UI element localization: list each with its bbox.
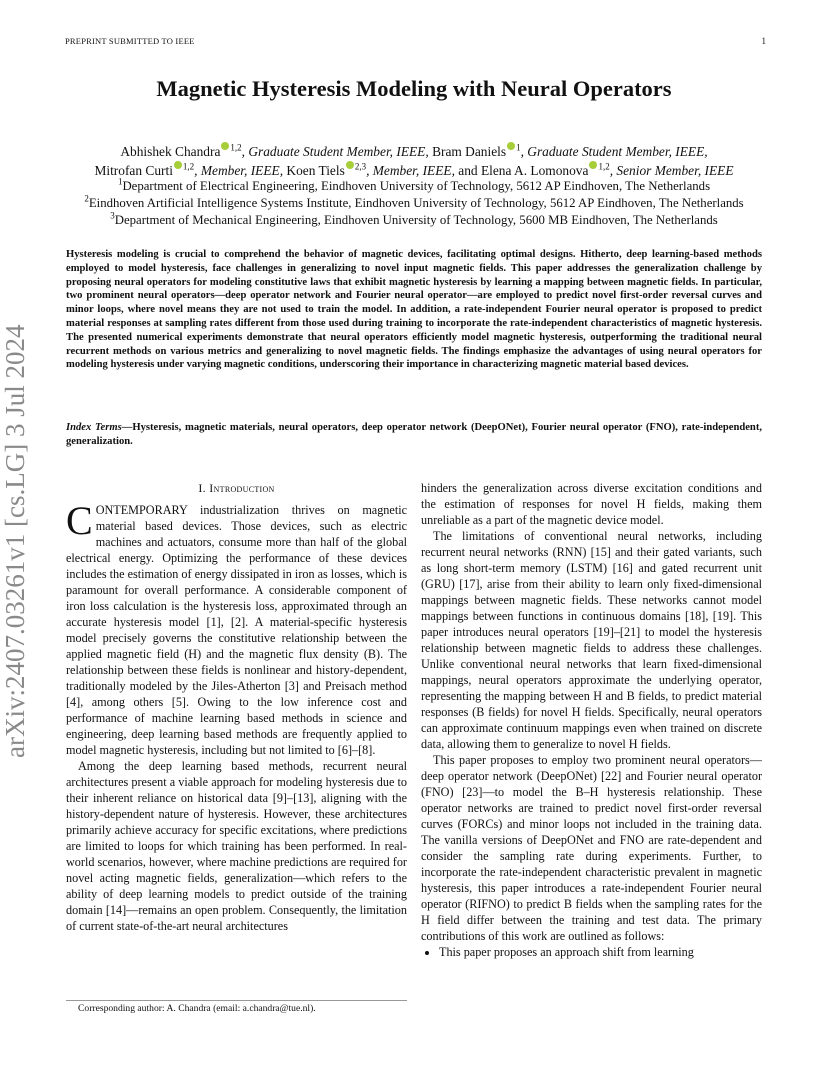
author-list: Abhishek Chandra $^{1,2}$, Graduate Student Member, IEEE, Bram Daniels $^1$, Graduate Student Member, IEEE, Mitrofan Curti $^{1,2}$, Member, IEEE, Koen Tiels $^{2,3}$, Member, IEEE, and Elena A. Lomonova $^{1,2}$, Senior Member, IEEE — [94, 142, 734, 178]
arxiv-id: arXiv:2407.03261v1 [cs.LG] 3 Jul 2024 — [0, 324, 30, 758]
orcid-icon[interactable] — [589, 161, 597, 169]
author-name: Bram Daniels — [428, 144, 507, 159]
page-number: 1 — [761, 36, 766, 46]
arxiv-stamp — [0, 0, 60, 758]
affiliation-2: $^2$Eindhoven Artificial Intelligence Systems Institute, Eindhoven University of Technology, 5612 AP Eindhoven, The Netherlands — [84, 193, 744, 210]
orcid-icon[interactable] — [174, 161, 182, 169]
index-terms: Index Terms—Hysteresis, magnetic materials, neural operators, deep operator network (DeepONet), Fourier neural operator (FNO), rate-independent, generalization. — [66, 422, 762, 447]
orcid-icon[interactable] — [346, 161, 354, 169]
drop-cap: C — [66, 498, 93, 543]
author-name: Abhishek Chandra — [120, 144, 221, 159]
affiliation-1: $^1$Department of Electrical Engineering, Eindhoven University of Technology, 5612 AP Eindhoven, The Netherlands — [117, 176, 711, 193]
orcid-icon[interactable] — [507, 142, 515, 150]
paper-title: Magnetic Hysteresis Modeling with Neural Operators — [156, 76, 672, 101]
contribution-list — [421, 944, 762, 960]
author-name: and Elena A. Lomonova — [454, 163, 589, 178]
intro-paragraph-2-continued: hinders the generalization across diverse excitation conditions and the estimation of responses for novel H fields, making them unreliable as a part of the magnetic device model. — [421, 481, 762, 527]
section-heading: I. Introduction — [198, 481, 275, 495]
left-column — [66, 480, 407, 934]
intro-paragraph-1: CONTEMPORARY industrialization thrives on magnetic material based devices. Those devices, such as electric machines and actuators, consume more than half of the global electrical energy. Optimizing the performance of these devices includes the estimation of energy dissipated in iron as losses, which is paramount for overall performance. A considerable component of iron loss calculation is the hysteresis loss, approximated through an accurate hysteresis model [1], [2]. A material-specific hysteresis model precisely governs the constitutive relationship between the applied magnetic field (H) and the magnetic flux density (B). The relationship between these fields is nonlinear and history-dependent, traditionally modeled by the Jiles-Atherton [3] and Preisach method [4], among others [5]. Owing to the low inference cost and performance of machine learning based methods in science and engineering, deep learning based methods are frequently applied to model magnetic hysteresis, including but not limited to [6]–[8]. — [66, 498, 407, 757]
author-name: Mitrofan Curti — [94, 163, 173, 178]
author-name: Koen Tiels — [283, 163, 345, 178]
intro-paragraph-3: The limitations of conventional neural networks, including recurrent neural networks (RNN) [15] and their gated variants, such as long short-term memory (LSTM) [16] and gated recurrent unit (GRU) [17], arise from their ability to learn only fixed-dimensional mappings between magnetic fields. These networks cannot model mappings between functions in continuous domains [18], [19]. This paper introduces neural operators [19]–[21] to model the hysteresis relationship between magnetic fields to address these challenges. Unlike conventional neural networks that learn fixed-dimensional mappings, neural operators approximate the underlying operator, representing the mapping between H and B fields, to predict material responses (B fields) for novel H fields. Specifically, neural operators can approximate continuum mappings even when trained on discrete data, allowing them to generalize to novel H fields. — [421, 529, 762, 751]
list-item: • This paper proposes an approach shift from learning — [439, 944, 762, 960]
footnote — [66, 1000, 407, 1014]
affiliations — [40, 178, 788, 229]
abstract: Hysteresis modeling is crucial to comprehend the behavior of magnetic devices, facilitating optimal designs. Hitherto, deep learning-based methods employed to model hysteresis, face challenges in generalizing to novel input magnetic fields. This paper addresses the generalization challenge by proposing neural operators for modeling constitutive laws that exhibit magnetic hysteresis by learning a mapping between magnetic fields. In particular, two prominent neural operators—deep operator network and Fourier neural operator—are employed to predict novel first-order reversal curves and minor loops, where novel means they are not used to train the model. In addition, a rate-independent Fourier neural operator is proposed to predict material responses at sampling rates different from those used during training to incorporate the rate-independent characteristics of magnetic hysteresis. The presented numerical experiments demonstrate that neural operators efficiently model magnetic hysteresis, outperforming the traditional neural recurrent methods on various metrics and generalizing to novel magnetic fields. The findings emphasize the advantages of using neural operators for modeling hysteresis under varying magnetic conditions, underscoring their importance in characterizing magnetic material based devices. — [66, 249, 762, 371]
corresponding-author-note: Corresponding author: A. Chandra (email: a.chandra@tue.nl). — [78, 1003, 316, 1014]
affiliation-3: $^3$Department of Mechanical Engineering, Eindhoven University of Technology, 5600 MB Eindhoven, The Netherlands — [110, 210, 718, 227]
intro-paragraph-4: This paper proposes to employ two prominent neural operators—deep operator network (DeepONet) [22] and Fourier neural operator (FNO) [23]—to model the B–H hysteresis relationship. These operator networks are trained to predict novel first-order reversal curves (FORCs) and minor loops not included in the training data. The vanilla versions of DeepONet and FNO are rate-dependent and consider the sampling rate during experiments. Further, to incorporate the rate-independent characteristic prevalent in magnetic hysteresis, this paper introduces a rate-independent Fourier neural operator (RIFNO) to predict B fields when the sampling rates for the H field differ between the training and test data. The primary contributions of this work are outlined as follows: — [421, 753, 762, 943]
running-header: PREPRINT SUBMITTED TO IEEE — [65, 36, 195, 46]
orcid-icon[interactable] — [221, 142, 229, 150]
intro-paragraph-2: Among the deep learning based methods, recurrent neural architectures present a viable approach for modeling hysteresis due to their inherent reliance on historical data [9]–[13], aligning with the history-dependent nature of hysteresis. However, these architectures primarily achieve accuracy for specific excitations, where predictions are limited to loops for which training has been performed. In real-world scenarios, however, where machine predictions are required for novel acting magnetic fields, generalization—which refers to the ability of deep learning models to predict outside of the training domain [14]—remains an open problem. Consequently, the limitation of current state-of-the-art neural architectures — [66, 759, 407, 933]
right-column — [421, 480, 762, 960]
